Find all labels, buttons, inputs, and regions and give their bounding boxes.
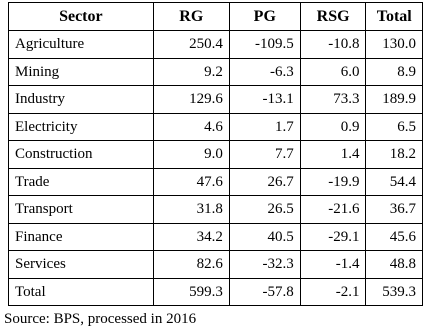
rg-cell: 9.0 [153,141,229,169]
table-row-total [9,278,423,306]
rg-cell: 34.2 [153,223,229,251]
total-cell: 36.7 [366,196,423,224]
rg-cell: 9.2 [153,58,229,86]
total-cell: 189.9 [366,86,423,114]
table-row [9,251,423,279]
rsg-cell: -2.1 [300,278,366,306]
rsg-cell: -29.1 [300,223,366,251]
total-cell: 130.0 [366,31,423,59]
table-row [9,31,423,59]
sector-cell: Transport [9,196,154,224]
pg-cell: 1.7 [229,113,300,141]
rg-cell: 250.4 [153,31,229,59]
pg-cell: 7.7 [229,141,300,169]
pg-cell: -13.1 [229,86,300,114]
total-cell: 6.5 [366,113,423,141]
rsg-cell: -19.9 [300,168,366,196]
table-row [9,58,423,86]
pg-cell: -109.5 [229,31,300,59]
rsg-cell: 0.9 [300,113,366,141]
table-row [9,113,423,141]
sector-cell: Industry [9,86,154,114]
table-row [9,141,423,169]
pg-cell: 26.5 [229,196,300,224]
pg-cell: -57.8 [229,278,300,306]
total-cell: 45.6 [366,223,423,251]
rsg-cell: 1.4 [300,141,366,169]
sector-cell: Electricity [9,113,154,141]
rg-cell: 4.6 [153,113,229,141]
sector-cell: Services [9,251,154,279]
rg-cell: 599.3 [153,278,229,306]
sector-cell: Finance [9,223,154,251]
sector-cell: Trade [9,168,154,196]
header-sector: Sector [9,3,154,31]
total-cell: 539.3 [366,278,423,306]
sector-cell: Construction [9,141,154,169]
pg-cell: 40.5 [229,223,300,251]
rg-cell: 129.6 [153,86,229,114]
rsg-cell: -10.8 [300,31,366,59]
pg-cell: -32.3 [229,251,300,279]
pg-cell: 26.7 [229,168,300,196]
rg-cell: 82.6 [153,251,229,279]
table-row [9,86,423,114]
source-note: Source: BPS, processed in 2016 [4,311,197,327]
header-row [9,3,423,31]
header-pg: PG [229,3,300,31]
table-row [9,223,423,251]
total-cell: 18.2 [366,141,423,169]
sector-growth-table [8,2,423,306]
rsg-cell: -21.6 [300,196,366,224]
rsg-cell: 6.0 [300,58,366,86]
rg-cell: 31.8 [153,196,229,224]
pg-cell: -6.3 [229,58,300,86]
rsg-cell: 73.3 [300,86,366,114]
rsg-cell: -1.4 [300,251,366,279]
rg-cell: 47.6 [153,168,229,196]
header-rg: RG [153,3,229,31]
table-row [9,168,423,196]
total-cell: 54.4 [366,168,423,196]
table-row [9,196,423,224]
sector-table-container [8,2,423,306]
total-cell: 8.9 [366,58,423,86]
sector-cell: Total [9,278,154,306]
header-total: Total [366,3,423,31]
sector-cell: Agriculture [9,31,154,59]
sector-cell: Mining [9,58,154,86]
total-cell: 48.8 [366,251,423,279]
header-rsg: RSG [300,3,366,31]
